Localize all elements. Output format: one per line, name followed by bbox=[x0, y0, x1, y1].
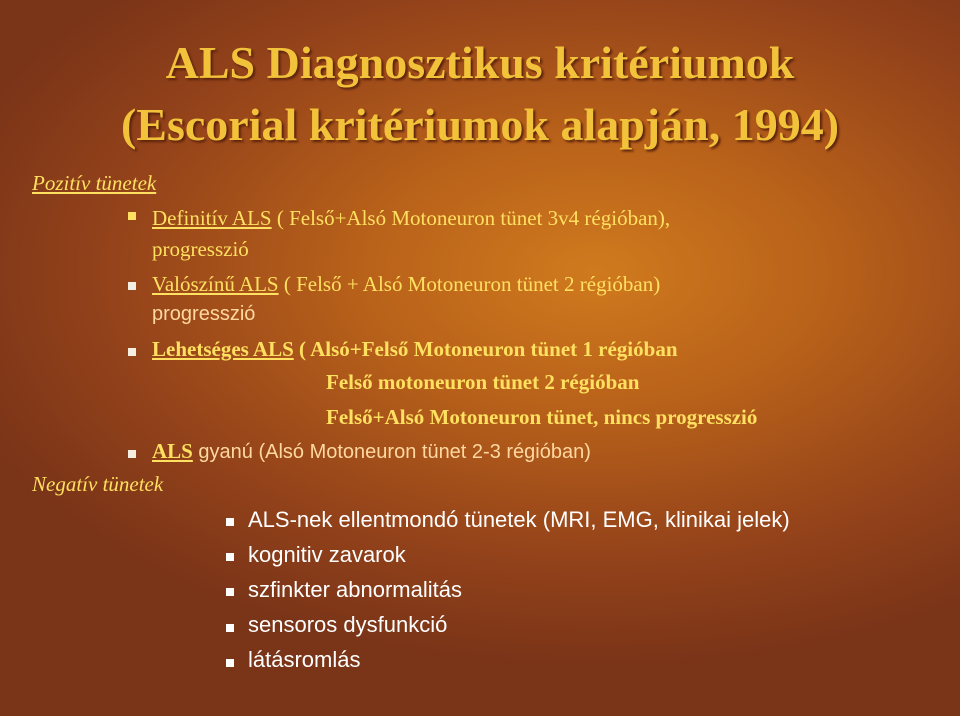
bullet-icon bbox=[226, 588, 234, 596]
slide-title-line2: (Escorial kritériumok alapján, 1994) bbox=[120, 99, 840, 150]
definitive-label: Definitív ALS bbox=[152, 206, 272, 230]
possible-sub1: Felső motoneuron tünet 2 régióban bbox=[326, 370, 640, 394]
bullet-icon bbox=[128, 212, 136, 220]
definitive-line bbox=[152, 205, 670, 231]
bullet-icon bbox=[128, 282, 136, 290]
bullet-icon bbox=[128, 450, 136, 458]
probable-desc: ( Felső + Alsó Motoneuron tünet 2 régióban) bbox=[278, 272, 661, 296]
negative-item: szfinkter abnormalitás bbox=[248, 577, 462, 602]
slide-title-line1: ALS Diagnosztikus kritériumok bbox=[165, 37, 795, 88]
bullet-icon bbox=[226, 518, 234, 526]
probable-label: Valószínű ALS bbox=[152, 272, 279, 296]
suspected-label: ALS bbox=[152, 439, 193, 463]
bullet-icon bbox=[226, 659, 234, 667]
negative-item: kognitiv zavarok bbox=[248, 542, 406, 567]
suspected-desc: gyanú (Alsó Motoneuron tünet 2-3 régióban) bbox=[192, 441, 591, 463]
suspected-line bbox=[152, 438, 591, 465]
negative-item: ALS-nek ellentmondó tünetek (MRI, EMG, klinikai jelek) bbox=[248, 507, 790, 532]
definitive-desc: ( Felső+Alsó Motoneuron tünet 3v4 régióban), bbox=[271, 206, 671, 230]
bullet-icon bbox=[226, 553, 234, 561]
negative-item: látásromlás bbox=[248, 647, 361, 672]
possible-line bbox=[152, 336, 678, 362]
negative-item: sensoros dysfunkció bbox=[248, 612, 448, 637]
probable-cont: progresszió bbox=[152, 303, 256, 325]
possible-sub2: Felső+Alsó Motoneuron tünet, nincs progresszió bbox=[326, 405, 758, 429]
probable-line bbox=[152, 271, 660, 297]
bullet-icon bbox=[128, 348, 136, 356]
bullet-icon bbox=[226, 624, 234, 632]
possible-label: Lehetséges ALS bbox=[152, 337, 294, 361]
negative-heading: Negatív tünetek bbox=[32, 472, 164, 496]
definitive-cont: progresszió bbox=[152, 237, 249, 261]
positive-heading: Pozitív tünetek bbox=[32, 171, 157, 195]
possible-desc: ( Alsó+Felső Motoneuron tünet 1 régióban bbox=[293, 337, 678, 361]
